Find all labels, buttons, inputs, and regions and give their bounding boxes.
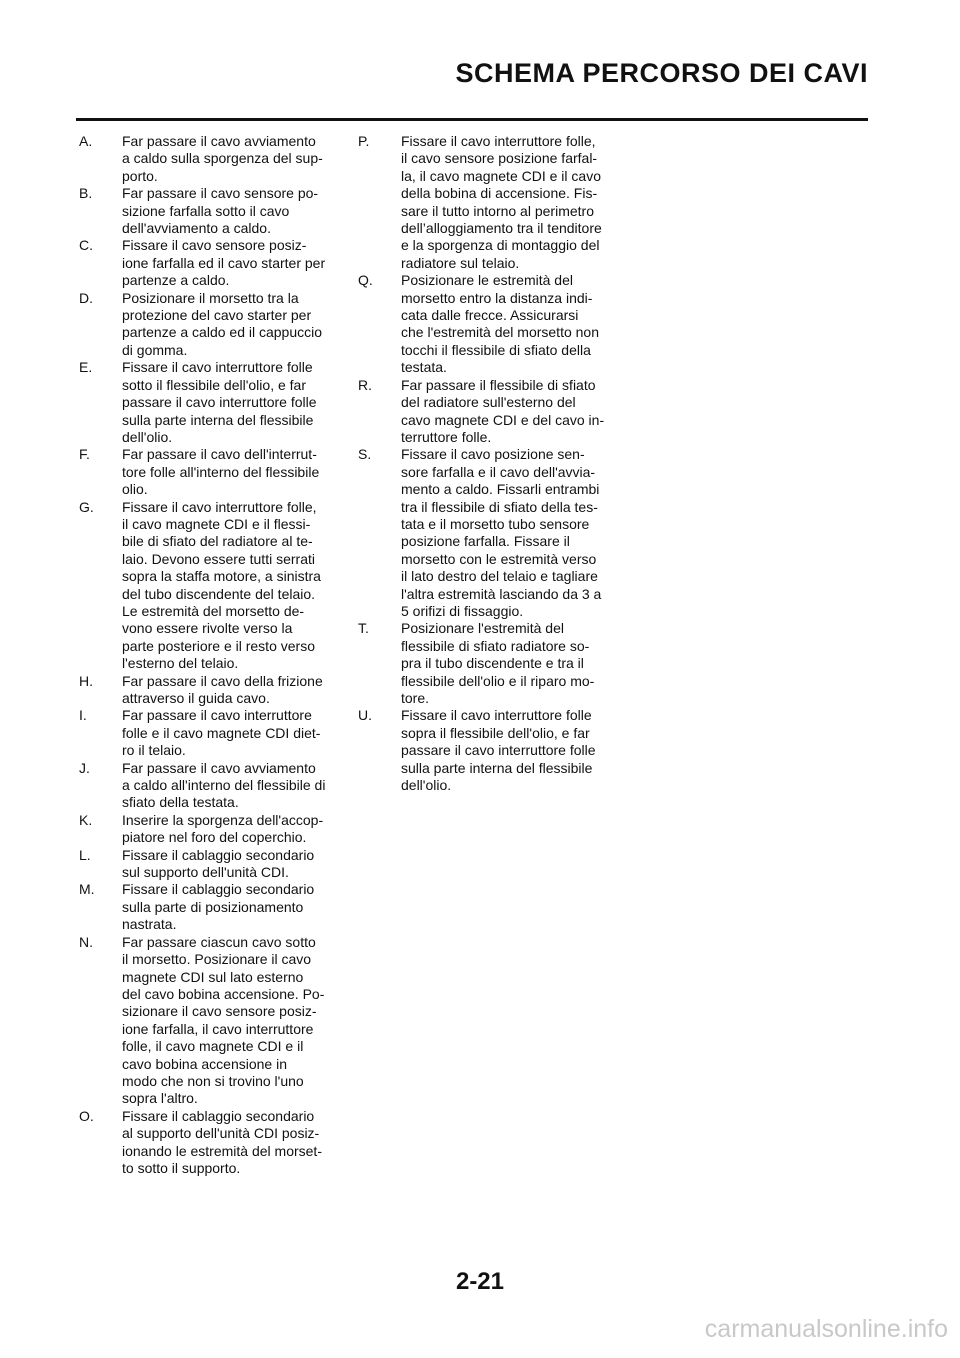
list-item xyxy=(79,290,341,360)
list-item-text: Fissare il cavo interruttore folle sopra il flessibile dell'olio, e far passare il cavo interruttore folle sulla parte interna del flessibile dell'olio. xyxy=(401,707,596,794)
list-item xyxy=(79,847,341,882)
list-item-letter: O. xyxy=(79,1107,94,1124)
list-item-letter: R. xyxy=(358,376,372,393)
list-item xyxy=(79,185,341,237)
list-item-text: Far passare ciascun cavo sotto il morsetto. Posizionare il cavo magnete CDI sul lato esterno del cavo bobina accensione. Po- sizionare il cavo sensore posiz- ione farfalla, il cavo interruttore folle, il cavo magnete CDI e il cavo bobina accensione in modo che non si trovino l'uno sopra l'altro. xyxy=(122,933,325,1107)
watermark: carmanualsonline.info xyxy=(704,1315,948,1343)
list-item xyxy=(358,446,620,620)
list-item-text: Posizionare l'estremità del flessibile di sfiato radiatore so- pra il tubo discendente e tra il flessibile dell'olio e il riparo mo- tore. xyxy=(401,620,595,706)
list-item-letter: I. xyxy=(79,707,87,724)
list-item-letter: D. xyxy=(79,289,93,306)
left-column xyxy=(79,133,341,1177)
list-item-text: Posizionare il morsetto tra la protezione del cavo starter per partenze a caldo ed il cappuccio di gomma. xyxy=(122,289,323,358)
list-item-letter: E. xyxy=(79,359,93,376)
list-item-letter: T. xyxy=(358,620,369,637)
list-item-letter: K. xyxy=(79,811,93,828)
list-item-letter: L. xyxy=(79,846,91,863)
list-item xyxy=(358,272,620,376)
list-item-letter: Q. xyxy=(358,272,373,289)
list-item-text: Far passare il flessibile di sfiato del radiatore sull'esterno del cavo magnete CDI e del cavo in- terruttore folle. xyxy=(401,376,605,445)
list-item xyxy=(79,133,341,185)
list-item-letter: F. xyxy=(79,446,90,463)
list-item-text: Far passare il cavo sensore po- sizione farfalla sotto il cavo dell'avviamento a caldo. xyxy=(122,185,319,237)
list-item-letter: B. xyxy=(79,185,93,202)
list-item-text: Fissare il cavo interruttore folle sotto il flessibile dell'olio, e far passare il cavo interruttore folle sulla parte interna del flessibile dell'olio. xyxy=(122,359,317,445)
list-item-text: Fissare il cavo posizione sen- sore farfalla e il cavo dell'avvia- mento a caldo. Fissarli entrambi tra il flessibile di sfiato della tes- tata e il morsetto tubo sensore posizione farfalla. Fissare il morsetto con le estremità verso il lato destro del telaio e tagliare l'altra estremità lasciando da 3 a 5 orifizi di fissaggio. xyxy=(401,446,602,619)
list-item-letter: S. xyxy=(358,446,372,463)
list-item xyxy=(79,499,341,673)
list-item-text: Posizionare le estremità del morsetto entro la distanza indi- cata dalle frecce. Assicurarsi che l'estremità del morsetto non tocchi il flessibile di sfiato della testata. xyxy=(401,272,599,376)
list-item-text: Fissare il cavo sensore posiz- ione farfalla ed il cavo starter per partenze a caldo. xyxy=(122,237,326,289)
list-item-text: Far passare il cavo avviamento a caldo all'interno del flessibile di sfiato della testata. xyxy=(122,759,326,811)
list-item-text: Inserire la sporgenza dell'accop- piatore nel foro del coperchio. xyxy=(122,811,324,846)
list-item-text: Fissare il cavo interruttore folle, il cavo magnete CDI e il flessi- bile di sfiato del radiatore al te- laio. Devono essere tutti serrati sopra la staffa motore, a sinistra del tubo discendente del telaio. Le estremità del morsetto de- vono essere rivolte verso la parte posteriore e il resto verso l'esterno del telaio. xyxy=(122,498,321,672)
list-item-text: Far passare il cavo della frizione attraverso il guida cavo. xyxy=(122,672,323,706)
list-item xyxy=(79,446,341,498)
list-item-letter: H. xyxy=(79,672,93,689)
list-item-letter: U. xyxy=(358,707,372,724)
list-item xyxy=(79,934,341,1108)
list-item-letter: G. xyxy=(79,498,94,515)
list-item xyxy=(79,359,341,446)
list-item-letter: P. xyxy=(358,133,370,149)
header-divider xyxy=(76,118,868,121)
list-item xyxy=(358,620,620,707)
list-item xyxy=(79,812,341,847)
page-number: 2-21 xyxy=(455,1268,505,1295)
list-item-text: Fissare il cablaggio secondario sulla parte di posizionamento nastrata. xyxy=(122,881,315,933)
list-item-text: Fissare il cavo interruttore folle, il cavo sensore posizione farfal- la, il cavo magnete CDI e il cavo della bobina di accensione. Fis- sare il tutto intorno al perimetro dell’alloggiamento tra il tenditore e la sporgenza di montaggio del radiatore sul telaio. xyxy=(401,133,602,271)
list-item-letter: C. xyxy=(79,237,93,254)
page-title: SCHEMA PERCORSO DEI CAVI xyxy=(455,58,868,88)
list-item-letter: M. xyxy=(79,881,95,898)
list-item xyxy=(79,881,341,933)
list-item-letter: A. xyxy=(79,133,93,149)
list-item-text: Far passare il cavo avviamento a caldo sulla sporgenza del sup- porto. xyxy=(122,133,323,184)
list-item-letter: J. xyxy=(79,759,90,776)
list-item xyxy=(79,1108,341,1178)
list-item-letter: N. xyxy=(79,933,93,950)
list-item xyxy=(79,707,341,759)
list-item xyxy=(358,377,620,447)
right-column xyxy=(358,133,620,794)
list-item xyxy=(358,707,620,794)
list-item-text: Fissare il cablaggio secondario sul supporto dell'unità CDI. xyxy=(122,846,315,881)
list-item xyxy=(79,237,341,289)
list-item-text: Fissare il cablaggio secondario al supporto dell'unità CDI posiz- ionando le estremità del morset- to sotto il supporto. xyxy=(122,1107,322,1176)
list-item xyxy=(79,760,341,812)
list-item-text: Far passare il cavo dell'interrut- tore folle all'interno del flessibile olio. xyxy=(122,446,320,498)
list-item xyxy=(358,133,620,272)
list-item xyxy=(79,673,341,708)
list-item-text: Far passare il cavo interruttore folle e il cavo magnete CDI diet- ro il telaio. xyxy=(122,707,321,759)
